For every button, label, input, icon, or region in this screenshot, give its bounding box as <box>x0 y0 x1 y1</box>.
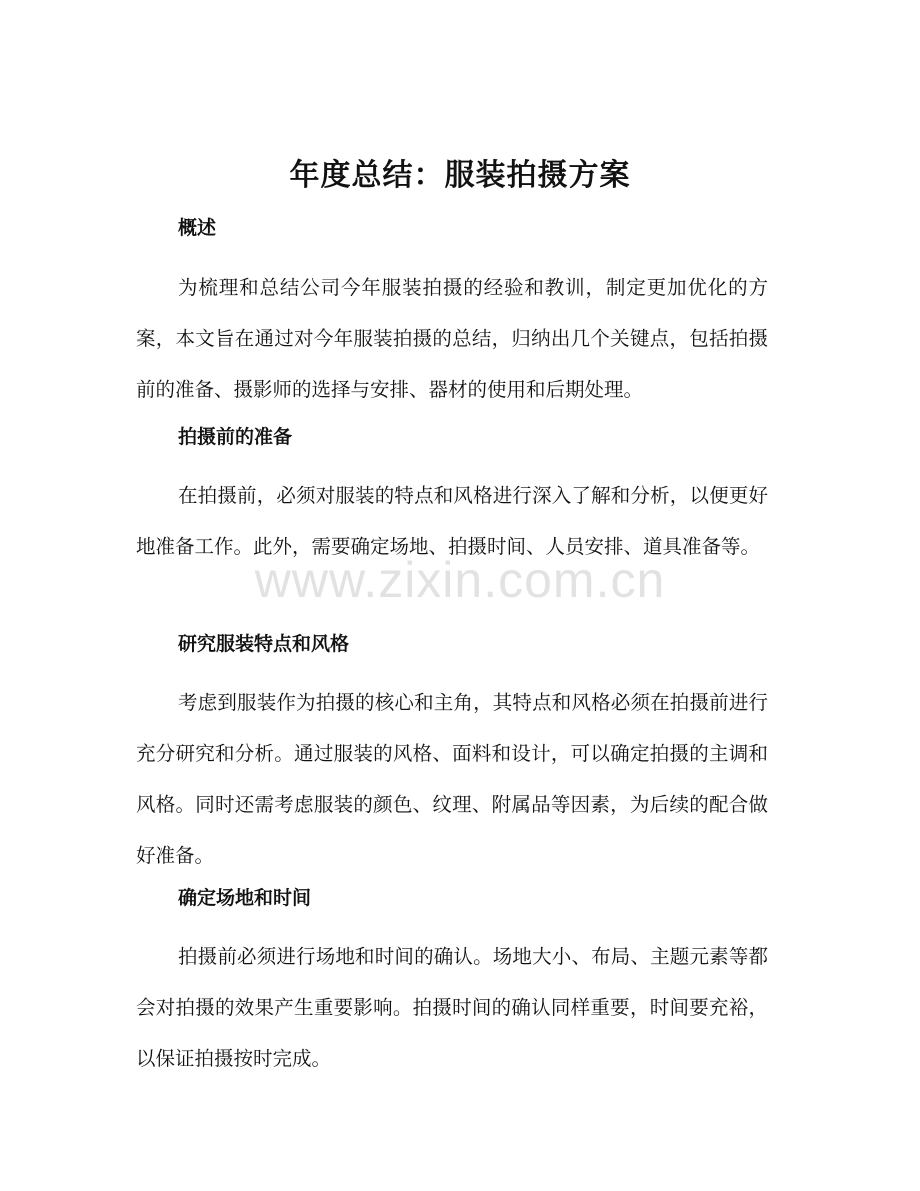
section-body-venue-time: 拍摄前必须进行场地和时间的确认。场地大小、布局、主题元素等都会对拍摄的效果产生重要影响。拍摄时间的确认同样重要，时间要充裕，以保证拍摄按时完成。 <box>136 945 768 1070</box>
section-heading-research-style: 研究服装特点和风格 <box>178 633 350 655</box>
section-body-overview: 为梳理和总结公司今年服装拍摄的经验和教训，制定更加优化的方案，本文旨在通过对今年服装拍摄的总结，归纳出几个关键点，包括拍摄前的准备、摄影师的选择与安排、器材的使用和后期处理。 <box>136 276 768 401</box>
section-heading-venue-time: 确定场地和时间 <box>178 887 312 909</box>
section-heading-overview: 概述 <box>178 217 217 239</box>
document-title: 年度总结：服装拍摄方案 <box>289 158 631 193</box>
section-heading-preparation: 拍摄前的准备 <box>178 426 293 448</box>
section-body-research-style: 考虑到服装作为拍摄的核心和主角，其特点和风格必须在拍摄前进行充分研究和分析。通过服装的风格、面料和设计，可以确定拍摄的主调和风格。同时还需考虑服装的颜色、纹理、附属品等因素，为后续的配合做好准备。 <box>136 691 768 867</box>
section-body-preparation: 在拍摄前，必须对服装的特点和风格进行深入了解和分析，以便更好地准备工作。此外，需要确定场地、拍摄时间、人员安排、道具准备等。 <box>136 484 768 558</box>
watermark-text: www.zixin.com.cn <box>254 552 666 608</box>
